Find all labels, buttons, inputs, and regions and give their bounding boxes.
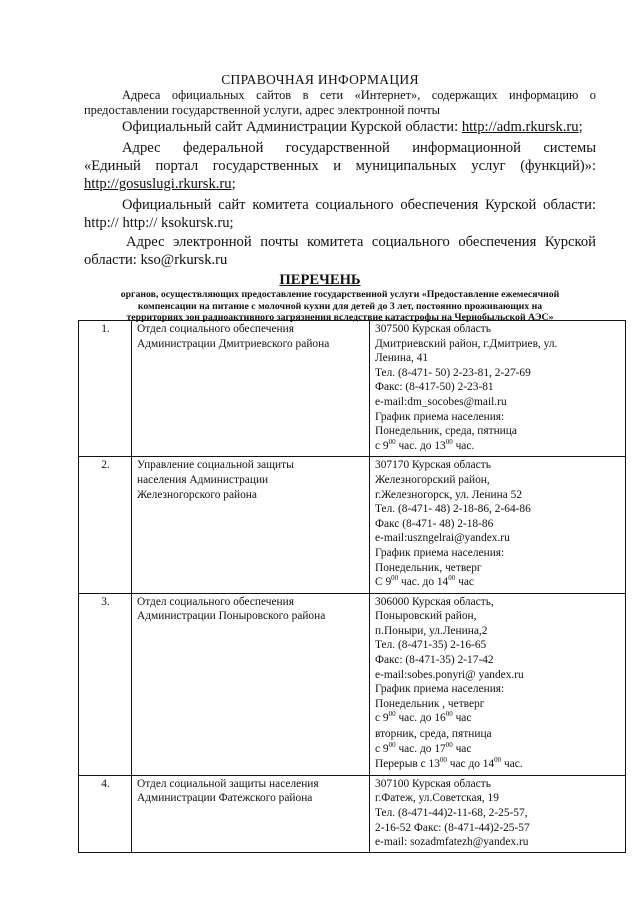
portal-line2: «Единый портал государственных и муниципальных услуг (функций)»: xyxy=(84,158,596,174)
info-paragraph-portal-link xyxy=(84,175,596,193)
organization-name-line: Отдел социального обеспечения xyxy=(137,323,294,335)
organization-name-line: Отдел социального обеспечения xyxy=(137,595,294,608)
info-paragraph-websites xyxy=(84,88,596,103)
table-row xyxy=(79,321,626,457)
contact-line: Тел. (8-471-44)2-11-68, 2-25-57, xyxy=(375,807,528,819)
row-number: 4. xyxy=(79,775,132,852)
perechen-subtitle xyxy=(80,289,600,324)
contact-line: e-mail: sozadmfatezh@yandex.ru xyxy=(375,836,529,849)
schedule-line: с $9^{00}$ час. до $13^{00}$ час. xyxy=(375,437,475,452)
contact-line: 307170 Курская область xyxy=(375,459,491,472)
contact-line: Понедельник, четверг xyxy=(375,561,482,574)
contact-line: График приема населения: xyxy=(375,546,505,559)
admin-site-tail: ; xyxy=(578,119,583,135)
contact-line: 2-16-52 Факс: (8-471-44)2-25-57 xyxy=(375,821,530,834)
organization-contacts xyxy=(370,321,626,457)
info-title: СПРАВОЧНАЯ ИНФОРМАЦИЯ xyxy=(221,72,419,87)
schedule-line: Перерыв с $13^{00}$ час до $14^{00}$ час. xyxy=(375,756,523,771)
contact-line: Железногорский район, xyxy=(375,473,490,486)
contact-line: Понедельник, среда, пятница xyxy=(375,425,517,438)
committee-site-line1: Официальный сайт комитета социального обеспечения Курской области: xyxy=(122,197,596,213)
committee-email-line1: Адрес электронной почты комитета социального обеспечения Курской xyxy=(126,234,596,250)
subtitle-line1: органов, осуществляющих предоставление государственной услуги «Предоставление ежемесячной xyxy=(120,289,560,300)
schedule-minutes: 00 xyxy=(391,574,399,583)
schedule-minutes: 00 xyxy=(494,756,502,765)
portal-line1: Адрес федеральной государственной информационной системы xyxy=(122,140,596,156)
committee-site-line2: http:// http:// ksokursk.ru; xyxy=(84,215,234,231)
row-number: 1. xyxy=(79,321,132,457)
organization-contacts xyxy=(370,457,626,593)
schedule-line: с $9^{00}$ час. до $16^{00}$ час xyxy=(375,710,472,725)
organization-name-line: Администрации Фатежского района xyxy=(137,792,313,805)
contact-line: e-mail:dm_socobes@mail.ru xyxy=(375,395,507,408)
row-number: 3. xyxy=(79,593,132,775)
organization-name-line: Железногорского района xyxy=(137,488,257,501)
schedule-minutes: 00 xyxy=(448,574,456,583)
organization-name-line: Администрации Поныровского района xyxy=(137,610,326,623)
organization-name xyxy=(132,457,370,593)
contact-line: Факс (8-471- 48) 2-18-86 xyxy=(375,517,494,530)
organization-name xyxy=(132,593,370,775)
contact-line: Тел. (8-471- 50) 2-23-81, 2-27-69 xyxy=(375,366,531,379)
contact-line: Факс: (8-471-35) 2-17-42 xyxy=(375,654,494,667)
contact-line: Тел. (8-471-35) 2-16-65 xyxy=(375,639,487,652)
subtitle-line2: компенсации на питание с молочной кухни для детей до 3 лет, постоянно проживающих на xyxy=(137,300,543,312)
contact-line: Факс: (8-417-50) 2-23-81 xyxy=(375,381,494,394)
organization-name xyxy=(132,775,370,852)
schedule-line: с $9^{00}$ час. до $17^{00}$ час xyxy=(375,740,472,755)
organization-name xyxy=(132,321,370,457)
organization-name-line: Администрации Дмитриевского района xyxy=(137,337,330,350)
contact-line: г.Железногорск, ул. Ленина 52 xyxy=(375,488,523,501)
organization-name-line: Отдел социальной защиты населения xyxy=(137,777,319,790)
contact-line: Дмитриевский район, г.Дмитриев, ул. xyxy=(375,337,558,350)
schedule-line: С $9^{00}$ час. до $14^{00}$ час xyxy=(375,574,474,589)
organizations-table xyxy=(78,320,626,853)
organizations-table-body xyxy=(79,321,626,853)
contact-line: e-mail:sobes.ponyri@ yandex.ru xyxy=(375,668,524,681)
schedule-minutes: 00 xyxy=(388,437,396,446)
contact-line: 307100 Курская область xyxy=(375,777,491,790)
portal-link[interactable]: http://gosuslugi.rkursk.ru xyxy=(84,176,232,192)
table-row xyxy=(79,593,626,775)
info-paragraph-portal-cont xyxy=(84,157,596,175)
schedule-minutes: 00 xyxy=(388,710,396,719)
contact-line: п.Поныри, ул.Ленина,2 xyxy=(375,624,488,637)
table-row xyxy=(79,457,626,593)
schedule-minutes: 00 xyxy=(445,710,453,719)
info-paragraph-websites-cont xyxy=(84,103,596,118)
organization-contacts xyxy=(370,593,626,775)
info-paragraph-committee-site-cont xyxy=(84,214,596,232)
contact-line: 306000 Курская область, xyxy=(375,595,494,608)
schedule-minutes: 00 xyxy=(439,756,447,765)
committee-email-line2: области: kso@rkursk.ru xyxy=(84,252,228,268)
contact-line: 307500 Курская область xyxy=(375,323,491,335)
info-p1-line2: предоставлении государственной услуги, адрес электронной почты xyxy=(84,103,440,117)
organization-contacts xyxy=(370,775,626,852)
organization-name-line: Управление социальной защиты xyxy=(137,459,294,472)
table-row xyxy=(79,775,626,852)
row-number: 2. xyxy=(79,457,132,593)
contact-line: г.Фатеж, ул.Советская, 19 xyxy=(375,792,499,805)
contact-line: Ленина, 41 xyxy=(375,352,429,365)
subtitle-line3: территориях зон радиоактивного загрязнения вследствие катастрофы на Чернобыльской АЭС» xyxy=(126,312,554,323)
admin-site-label: Официальный сайт Администрации Курской области: xyxy=(122,119,462,135)
schedule-minutes: 00 xyxy=(445,740,453,749)
contact-line: e-mail:uszngelrai@yandex.ru xyxy=(375,532,510,545)
info-p1-line1: Адреса официальных сайтов в сети «Интернет», содержащих информацию о xyxy=(122,88,596,102)
admin-site-link[interactable]: http://adm.rkursk.ru xyxy=(461,119,579,135)
contact-line: Понедельник , четверг xyxy=(375,697,485,710)
info-paragraph-admin-site xyxy=(84,118,596,136)
schedule-line: вторник, среда, пятница xyxy=(375,728,492,741)
perechen-title: ПЕРЕЧЕНЬ xyxy=(279,272,361,288)
contact-line: Тел. (8-471- 48) 2-18-86, 2-64-86 xyxy=(375,503,531,516)
schedule-minutes: 00 xyxy=(388,740,396,749)
portal-tail: ; xyxy=(231,176,236,192)
organization-name-line: населения Администрации xyxy=(137,473,269,486)
contact-line: Поныровский район, xyxy=(375,610,477,623)
info-paragraph-portal xyxy=(84,139,596,157)
contact-line: График приема населения: xyxy=(375,410,505,423)
schedule-minutes: 00 xyxy=(445,437,453,446)
info-paragraph-committee-email-cont xyxy=(84,251,596,269)
info-paragraph-committee-email xyxy=(84,233,596,251)
info-paragraph-committee-site xyxy=(84,196,596,214)
contact-line: График приема населения: xyxy=(375,683,505,696)
